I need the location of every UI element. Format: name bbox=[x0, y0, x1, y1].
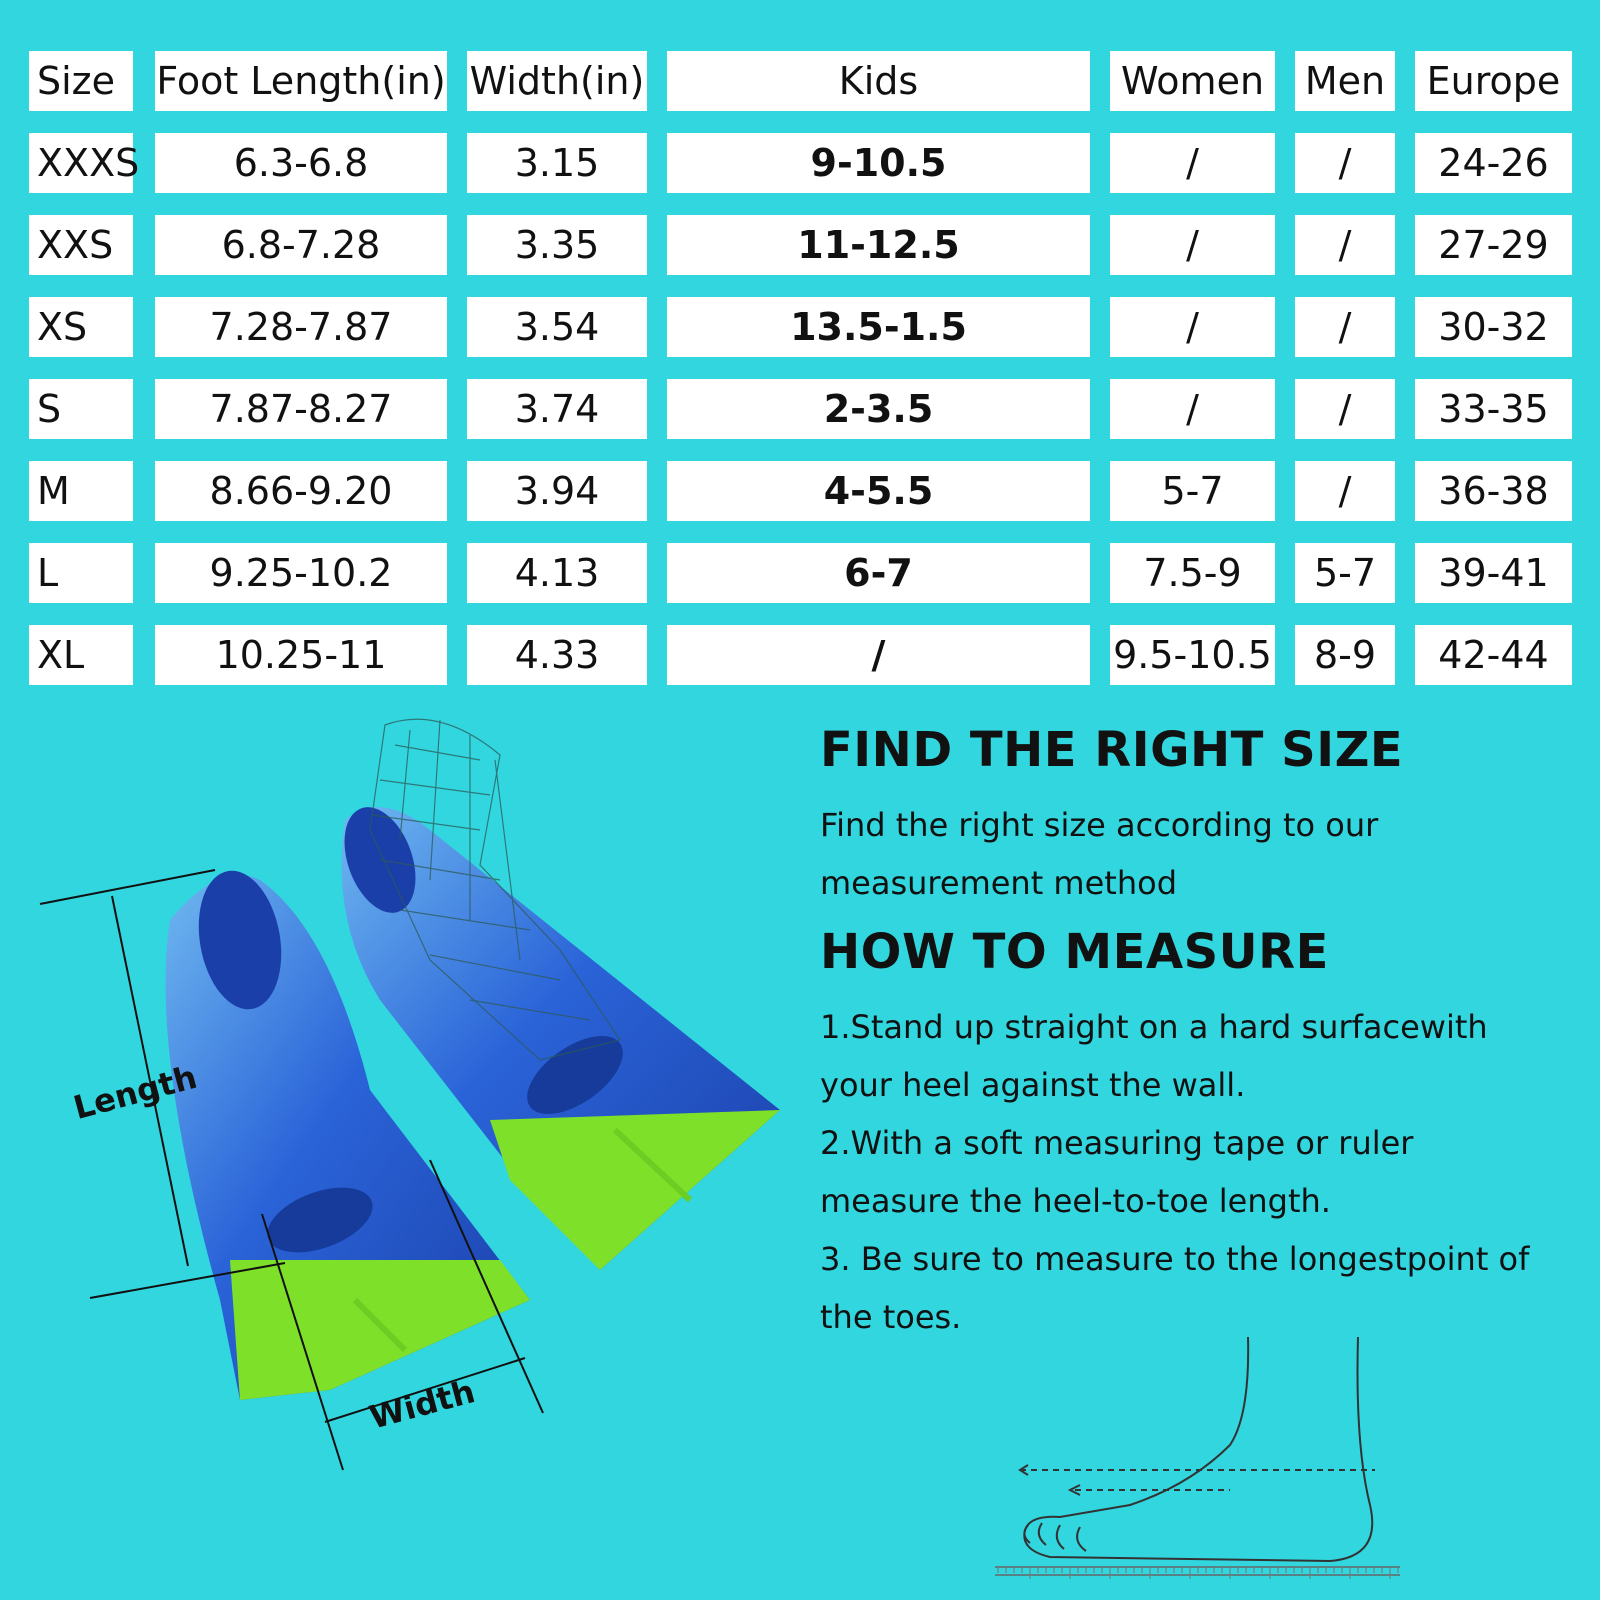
table-cell: 33-35 bbox=[1415, 379, 1572, 439]
table-cell: 9.25-10.2 bbox=[155, 543, 447, 603]
table-cell: 4.33 bbox=[467, 625, 647, 685]
length-label: Length bbox=[69, 1057, 201, 1128]
table-cell: 9.5-10.5 bbox=[1110, 625, 1275, 685]
table-cell: S bbox=[29, 379, 133, 439]
table-header-cell: Europe bbox=[1415, 51, 1572, 111]
table-cell: 4-5.5 bbox=[667, 461, 1090, 521]
table-cell: 30-32 bbox=[1415, 297, 1572, 357]
table-cell: 42-44 bbox=[1415, 625, 1572, 685]
step-line: your heel against the wall. bbox=[820, 1066, 1246, 1104]
table-cell: / bbox=[1295, 379, 1395, 439]
table-cell: 9-10.5 bbox=[667, 133, 1090, 193]
table-cell: / bbox=[1110, 215, 1275, 275]
table-cell: 36-38 bbox=[1415, 461, 1572, 521]
table-cell: / bbox=[1295, 133, 1395, 193]
find-size-description bbox=[820, 796, 1378, 912]
table-cell: / bbox=[1295, 461, 1395, 521]
table-cell: L bbox=[29, 543, 133, 603]
table-cell: 2-3.5 bbox=[667, 379, 1090, 439]
table-cell: 13.5-1.5 bbox=[667, 297, 1090, 357]
table-cell: 6-7 bbox=[667, 543, 1090, 603]
table-header-cell: Foot Length(in) bbox=[155, 51, 447, 111]
table-cell: / bbox=[667, 625, 1090, 685]
table-cell: 27-29 bbox=[1415, 215, 1572, 275]
find-size-heading: FIND THE RIGHT SIZE bbox=[820, 722, 1404, 778]
table-cell: XL bbox=[29, 625, 133, 685]
how-to-measure-heading: HOW TO MEASURE bbox=[820, 924, 1329, 980]
table-cell: 5-7 bbox=[1110, 461, 1275, 521]
table-cell: 7.5-9 bbox=[1110, 543, 1275, 603]
table-cell: XXXS bbox=[29, 133, 133, 193]
table-cell: / bbox=[1295, 297, 1395, 357]
foot-measuring-sketch bbox=[990, 1335, 1410, 1580]
table-cell: 3.15 bbox=[467, 133, 647, 193]
table-cell: 24-26 bbox=[1415, 133, 1572, 193]
table-cell: 3.35 bbox=[467, 215, 647, 275]
table-cell: 39-41 bbox=[1415, 543, 1572, 603]
step-line: 2.With a soft measuring tape or ruler bbox=[820, 1124, 1414, 1162]
table-header-cell: Men bbox=[1295, 51, 1395, 111]
table-cell: 7.28-7.87 bbox=[155, 297, 447, 357]
table-cell: / bbox=[1110, 379, 1275, 439]
step-line: 1.Stand up straight on a hard surfacewith bbox=[820, 1008, 1488, 1046]
table-cell: XXS bbox=[29, 215, 133, 275]
table-cell: 5-7 bbox=[1295, 543, 1395, 603]
table-cell: / bbox=[1295, 215, 1395, 275]
step-line: measure the heel-to-toe length. bbox=[820, 1182, 1331, 1220]
find-size-line-1: Find the right size according to our bbox=[820, 806, 1379, 844]
table-cell: 8.66-9.20 bbox=[155, 461, 447, 521]
width-label: Width bbox=[365, 1372, 479, 1437]
table-cell: 4.13 bbox=[467, 543, 647, 603]
table-cell: 3.94 bbox=[467, 461, 647, 521]
swim-fins-illustration bbox=[0, 700, 800, 1520]
table-cell: 11-12.5 bbox=[667, 215, 1090, 275]
table-cell: 3.54 bbox=[467, 297, 647, 357]
table-cell: 6.3-6.8 bbox=[155, 133, 447, 193]
table-cell: 7.87-8.27 bbox=[155, 379, 447, 439]
table-header-cell: Kids bbox=[667, 51, 1090, 111]
table-cell: 8-9 bbox=[1295, 625, 1395, 685]
table-cell: 6.8-7.28 bbox=[155, 215, 447, 275]
table-cell: 10.25-11 bbox=[155, 625, 447, 685]
find-size-line-2: measurement method bbox=[820, 864, 1177, 902]
step-line: 3. Be sure to measure to the longestpoint of bbox=[820, 1240, 1530, 1278]
step-line: the toes. bbox=[820, 1298, 962, 1336]
table-cell: M bbox=[29, 461, 133, 521]
table-header-cell: Width(in) bbox=[467, 51, 647, 111]
how-to-measure-steps bbox=[820, 998, 1529, 1346]
table-cell: XS bbox=[29, 297, 133, 357]
table-cell: / bbox=[1110, 297, 1275, 357]
table-header-cell: Size bbox=[29, 51, 133, 111]
table-header-cell: Women bbox=[1110, 51, 1275, 111]
table-cell: 3.74 bbox=[467, 379, 647, 439]
table-cell: / bbox=[1110, 133, 1275, 193]
